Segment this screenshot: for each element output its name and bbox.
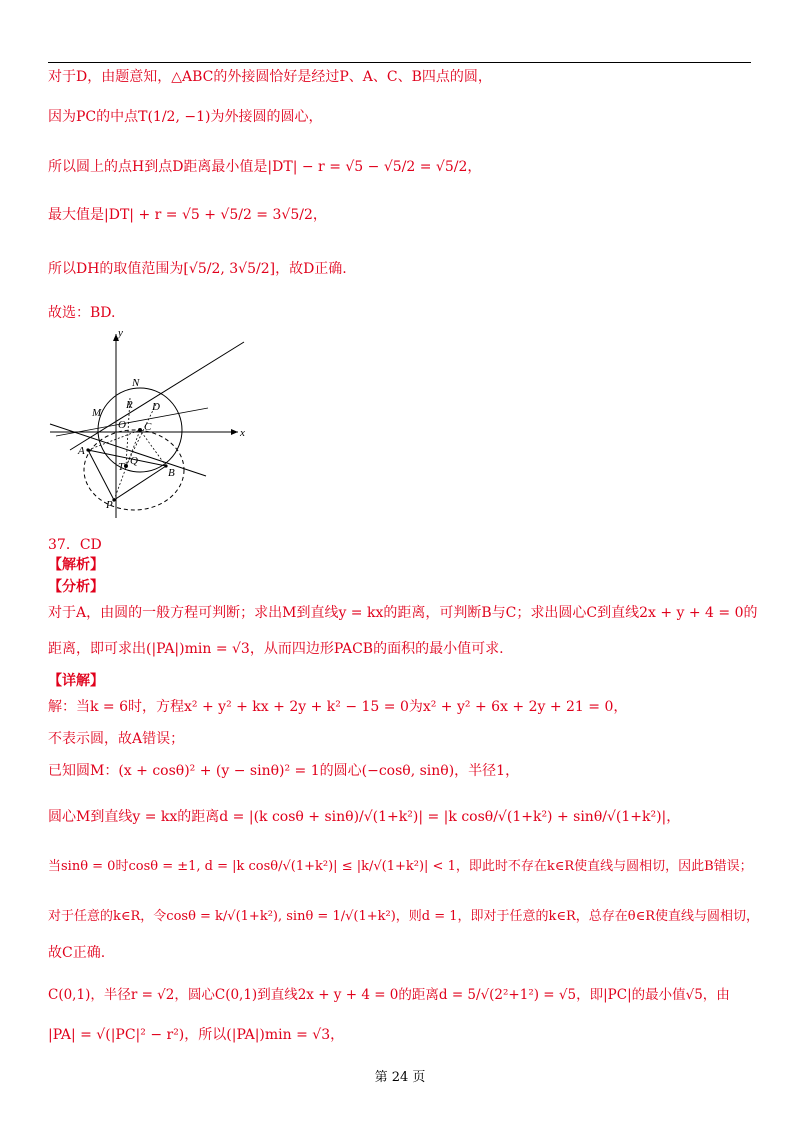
text-line-2 <box>48 108 322 126</box>
section-tag-xiangjie <box>48 672 104 690</box>
text-line-1 <box>48 68 492 86</box>
line-text: 对于D，由题意知，△ABC的外接圆恰好是经过P、A、C、B四点的圆， <box>48 69 492 85</box>
line-text: 不表示圆，故A错误； <box>48 731 185 747</box>
segment-pa <box>88 450 114 500</box>
line-text: 故选：BD. <box>48 305 116 321</box>
text-line-14 <box>48 730 184 748</box>
label-x: x <box>240 427 245 439</box>
geometry-figure <box>48 328 258 523</box>
text-line-10 <box>48 604 758 622</box>
label-b: B <box>168 467 175 479</box>
line-text: 【详解】 <box>48 673 104 689</box>
line-text: 故C正确. <box>48 945 106 961</box>
line-text: 因为PC的中点T(1/2, −1)为外接圆的圆心， <box>48 109 323 125</box>
point-c <box>138 428 142 432</box>
tangent-line <box>70 342 244 450</box>
page-number: 第 24 页 <box>374 1070 426 1085</box>
line-text: 【分析】 <box>48 579 104 595</box>
line-text: 37．CD <box>48 537 102 553</box>
line-text: 当sinθ = 0时cosθ = ±1, d = |k cosθ/√(1+k²)| ≤ |k/√(1+k²)| < 1，即此时不存在k∈R使直线与圆相切，因此B错误； <box>48 859 753 874</box>
text-line-6 <box>48 304 115 322</box>
text-line-15 <box>48 762 519 780</box>
line-text: 对于A，由圆的一般方程可判断；求出M到直线y = kx的距离，可判断B与C；求出圆心C到直线2x + y + 4 = 0的 <box>48 605 758 621</box>
line-text: 【解析】 <box>48 557 104 573</box>
text-line-5 <box>48 260 347 278</box>
text-line-19 <box>48 944 105 962</box>
label-o: O <box>118 419 126 431</box>
segment-ab <box>88 450 166 466</box>
point-a <box>86 448 89 451</box>
text-line-21 <box>48 1026 344 1044</box>
line-text: 解：当k = 6时，方程x² + y² + kx + 2y + k² − 15 = 0为x² + y² + 6x + 2y + 21 = 0， <box>48 699 628 715</box>
text-line-11 <box>48 640 504 658</box>
label-p: P <box>106 499 113 511</box>
label-m: M <box>92 407 102 419</box>
label-c: C <box>144 421 152 433</box>
line-text: C(0,1)，半径r = √2，圆心C(0,1)到直线2x + y + 4 = 0的距离d = 5/√(2²+1²) = √5，即|PC|的最小值√5，由 <box>48 987 730 1003</box>
text-line-20 <box>48 986 730 1004</box>
section-tag-jiexi <box>48 556 104 574</box>
x-axis-arrow <box>231 429 238 435</box>
label-r: R <box>126 399 133 411</box>
line-text: 距离，即可求出(|PA|)min = √3，从而四边形PACB的面积的最小值可求. <box>48 641 504 657</box>
segment-bc <box>140 430 166 466</box>
header-rule <box>48 62 751 63</box>
text-line-3 <box>48 158 481 176</box>
text-line-4 <box>48 206 327 224</box>
line-text: |PA| = √(|PC|² − r²)，所以(|PA|)min = √3， <box>48 1027 345 1043</box>
text-line-13 <box>48 698 627 716</box>
line-text: 所以DH的取值范围为[√5/2, 3√5/2]，故D正确. <box>48 261 347 277</box>
text-line-18 <box>48 908 759 926</box>
point-t <box>124 464 128 468</box>
label-t: T <box>118 461 125 473</box>
label-y: y <box>118 328 123 339</box>
line-text: 所以圆上的点H到点D距离最小值是|DT| − r = √5 − √5/2 = √5/2， <box>48 159 482 175</box>
line-text: 最大值是|DT| + r = √5 + √5/2 = 3√5/2， <box>48 207 327 223</box>
text-line-17 <box>48 858 753 876</box>
label-n: N <box>132 377 140 389</box>
section-tag-fenxi <box>48 578 104 596</box>
question-number <box>48 536 102 554</box>
line-text: 圆心M到直线y = kx的距离d = |(k cosθ + sinθ)/√(1+k²)| = |k cosθ/√(1+k²) + sinθ/√(1+k²)|， <box>48 809 681 825</box>
label-d: D <box>152 401 160 413</box>
line-text: 已知圆M：(x + cosθ)² + (y − sinθ)² = 1的圆心(−cosθ, sinθ)，半径1， <box>48 763 520 779</box>
label-a: A <box>78 445 85 457</box>
label-q: Q <box>130 455 138 467</box>
line-text: 对于任意的k∈R，令cosθ = k/√(1+k²), sinθ = 1/√(1+k²)，则d = 1，即对于任意的k∈R，总存在θ∈R使直线与圆相切， <box>48 909 760 924</box>
point-p <box>112 498 115 501</box>
text-line-16 <box>48 808 680 826</box>
